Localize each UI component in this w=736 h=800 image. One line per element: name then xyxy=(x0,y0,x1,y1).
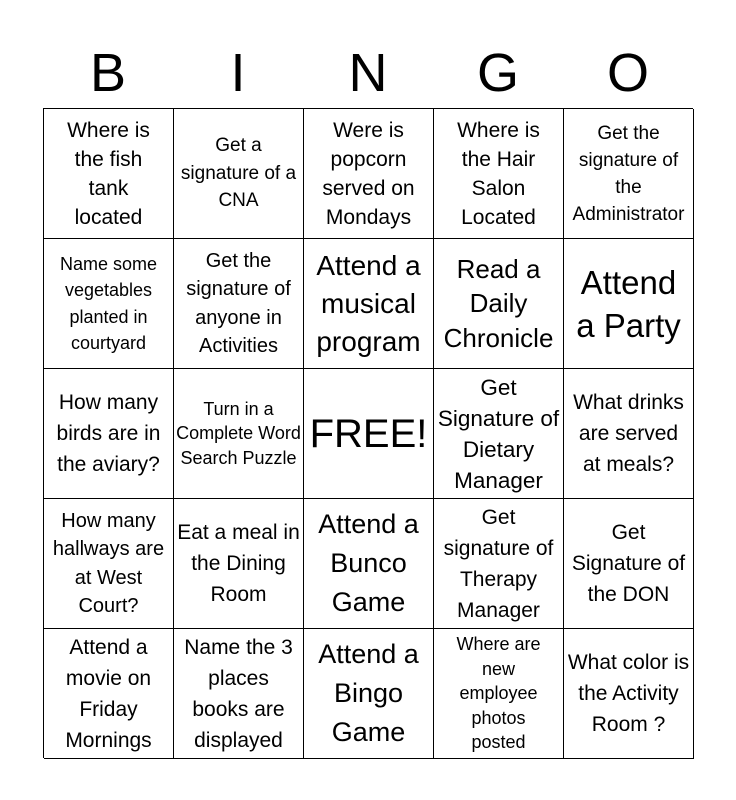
bingo-cell[interactable] xyxy=(44,499,174,629)
bingo-cell[interactable] xyxy=(304,369,434,499)
cell-text: Name the 3 places books are displayed xyxy=(184,635,293,752)
bingo-cell[interactable] xyxy=(44,109,174,239)
cell-text: Get the signature of the Administrator xyxy=(572,122,685,225)
cell-text: Where is the fish tank located xyxy=(67,118,150,229)
bingo-cell[interactable] xyxy=(304,109,434,239)
cell-text: Attend a movie on Friday Mornings xyxy=(65,635,152,752)
cell-text: Read a Daily Chronicle xyxy=(443,253,554,353)
cell-text: Get Signature of Dietary Manager xyxy=(437,374,560,493)
cell-text: Get the signature of anyone in Activities xyxy=(186,249,291,357)
header-letter-b: B xyxy=(89,43,127,103)
cell-text: Attend a musical program xyxy=(316,249,421,357)
bingo-cell[interactable] xyxy=(564,629,694,759)
bingo-cell[interactable] xyxy=(174,369,304,499)
cell-text: Get Signature of the DON xyxy=(571,521,686,606)
cell-text: What color is the Activity Room ? xyxy=(567,651,690,736)
bingo-cell[interactable] xyxy=(564,109,694,239)
bingo-cell[interactable] xyxy=(434,369,564,499)
cell-text: Attend a Party xyxy=(576,263,681,344)
bingo-cell[interactable] xyxy=(174,109,304,239)
bingo-cell[interactable] xyxy=(564,499,694,629)
bingo-cell[interactable] xyxy=(44,629,174,759)
header-letter-i: I xyxy=(230,43,246,103)
bingo-board xyxy=(43,108,693,758)
header-letter-o: O xyxy=(606,43,649,103)
cell-text: What drinks are served at meals? xyxy=(573,391,684,476)
header-letter-g: G xyxy=(476,43,519,103)
bingo-cell[interactable] xyxy=(564,239,694,369)
cell-text: Attend a Bingo Game xyxy=(318,639,419,747)
cell-text: Where is the Hair Salon Located xyxy=(457,118,540,229)
bingo-cell[interactable] xyxy=(304,239,434,369)
header-letter-n: N xyxy=(348,43,388,103)
bingo-cell[interactable] xyxy=(304,499,434,629)
cell-text: Get signature of Therapy Manager xyxy=(443,505,554,622)
bingo-header xyxy=(43,42,693,104)
bingo-cell[interactable] xyxy=(44,369,174,499)
bingo-cell[interactable] xyxy=(434,239,564,369)
cell-text: Get a signature of a CNA xyxy=(180,135,297,212)
bingo-cell[interactable] xyxy=(44,239,174,369)
cell-text: Where are new employee photos posted xyxy=(456,634,541,753)
bingo-cell[interactable] xyxy=(304,629,434,759)
cell-text: How many hallways are at West Court? xyxy=(52,509,165,617)
bingo-cell[interactable] xyxy=(174,629,304,759)
cell-text: Name some vegetables planted in courtyard xyxy=(59,253,158,353)
bingo-cell[interactable] xyxy=(564,369,694,499)
bingo-cell[interactable] xyxy=(174,499,304,629)
bingo-cell[interactable] xyxy=(434,109,564,239)
cell-text: FREE! xyxy=(309,411,428,456)
bingo-cell[interactable] xyxy=(434,499,564,629)
bingo-cell[interactable] xyxy=(174,239,304,369)
cell-text: Were is popcorn served on Mondays xyxy=(322,118,415,229)
cell-text: Eat a meal in the Dining Room xyxy=(177,521,300,606)
cell-text: How many birds are in the aviary? xyxy=(56,391,161,476)
cell-text: Attend a Bunco Game xyxy=(318,509,419,617)
cell-text: Turn in a Complete Word Search Puzzle xyxy=(176,398,301,468)
bingo-cell[interactable] xyxy=(434,629,564,759)
